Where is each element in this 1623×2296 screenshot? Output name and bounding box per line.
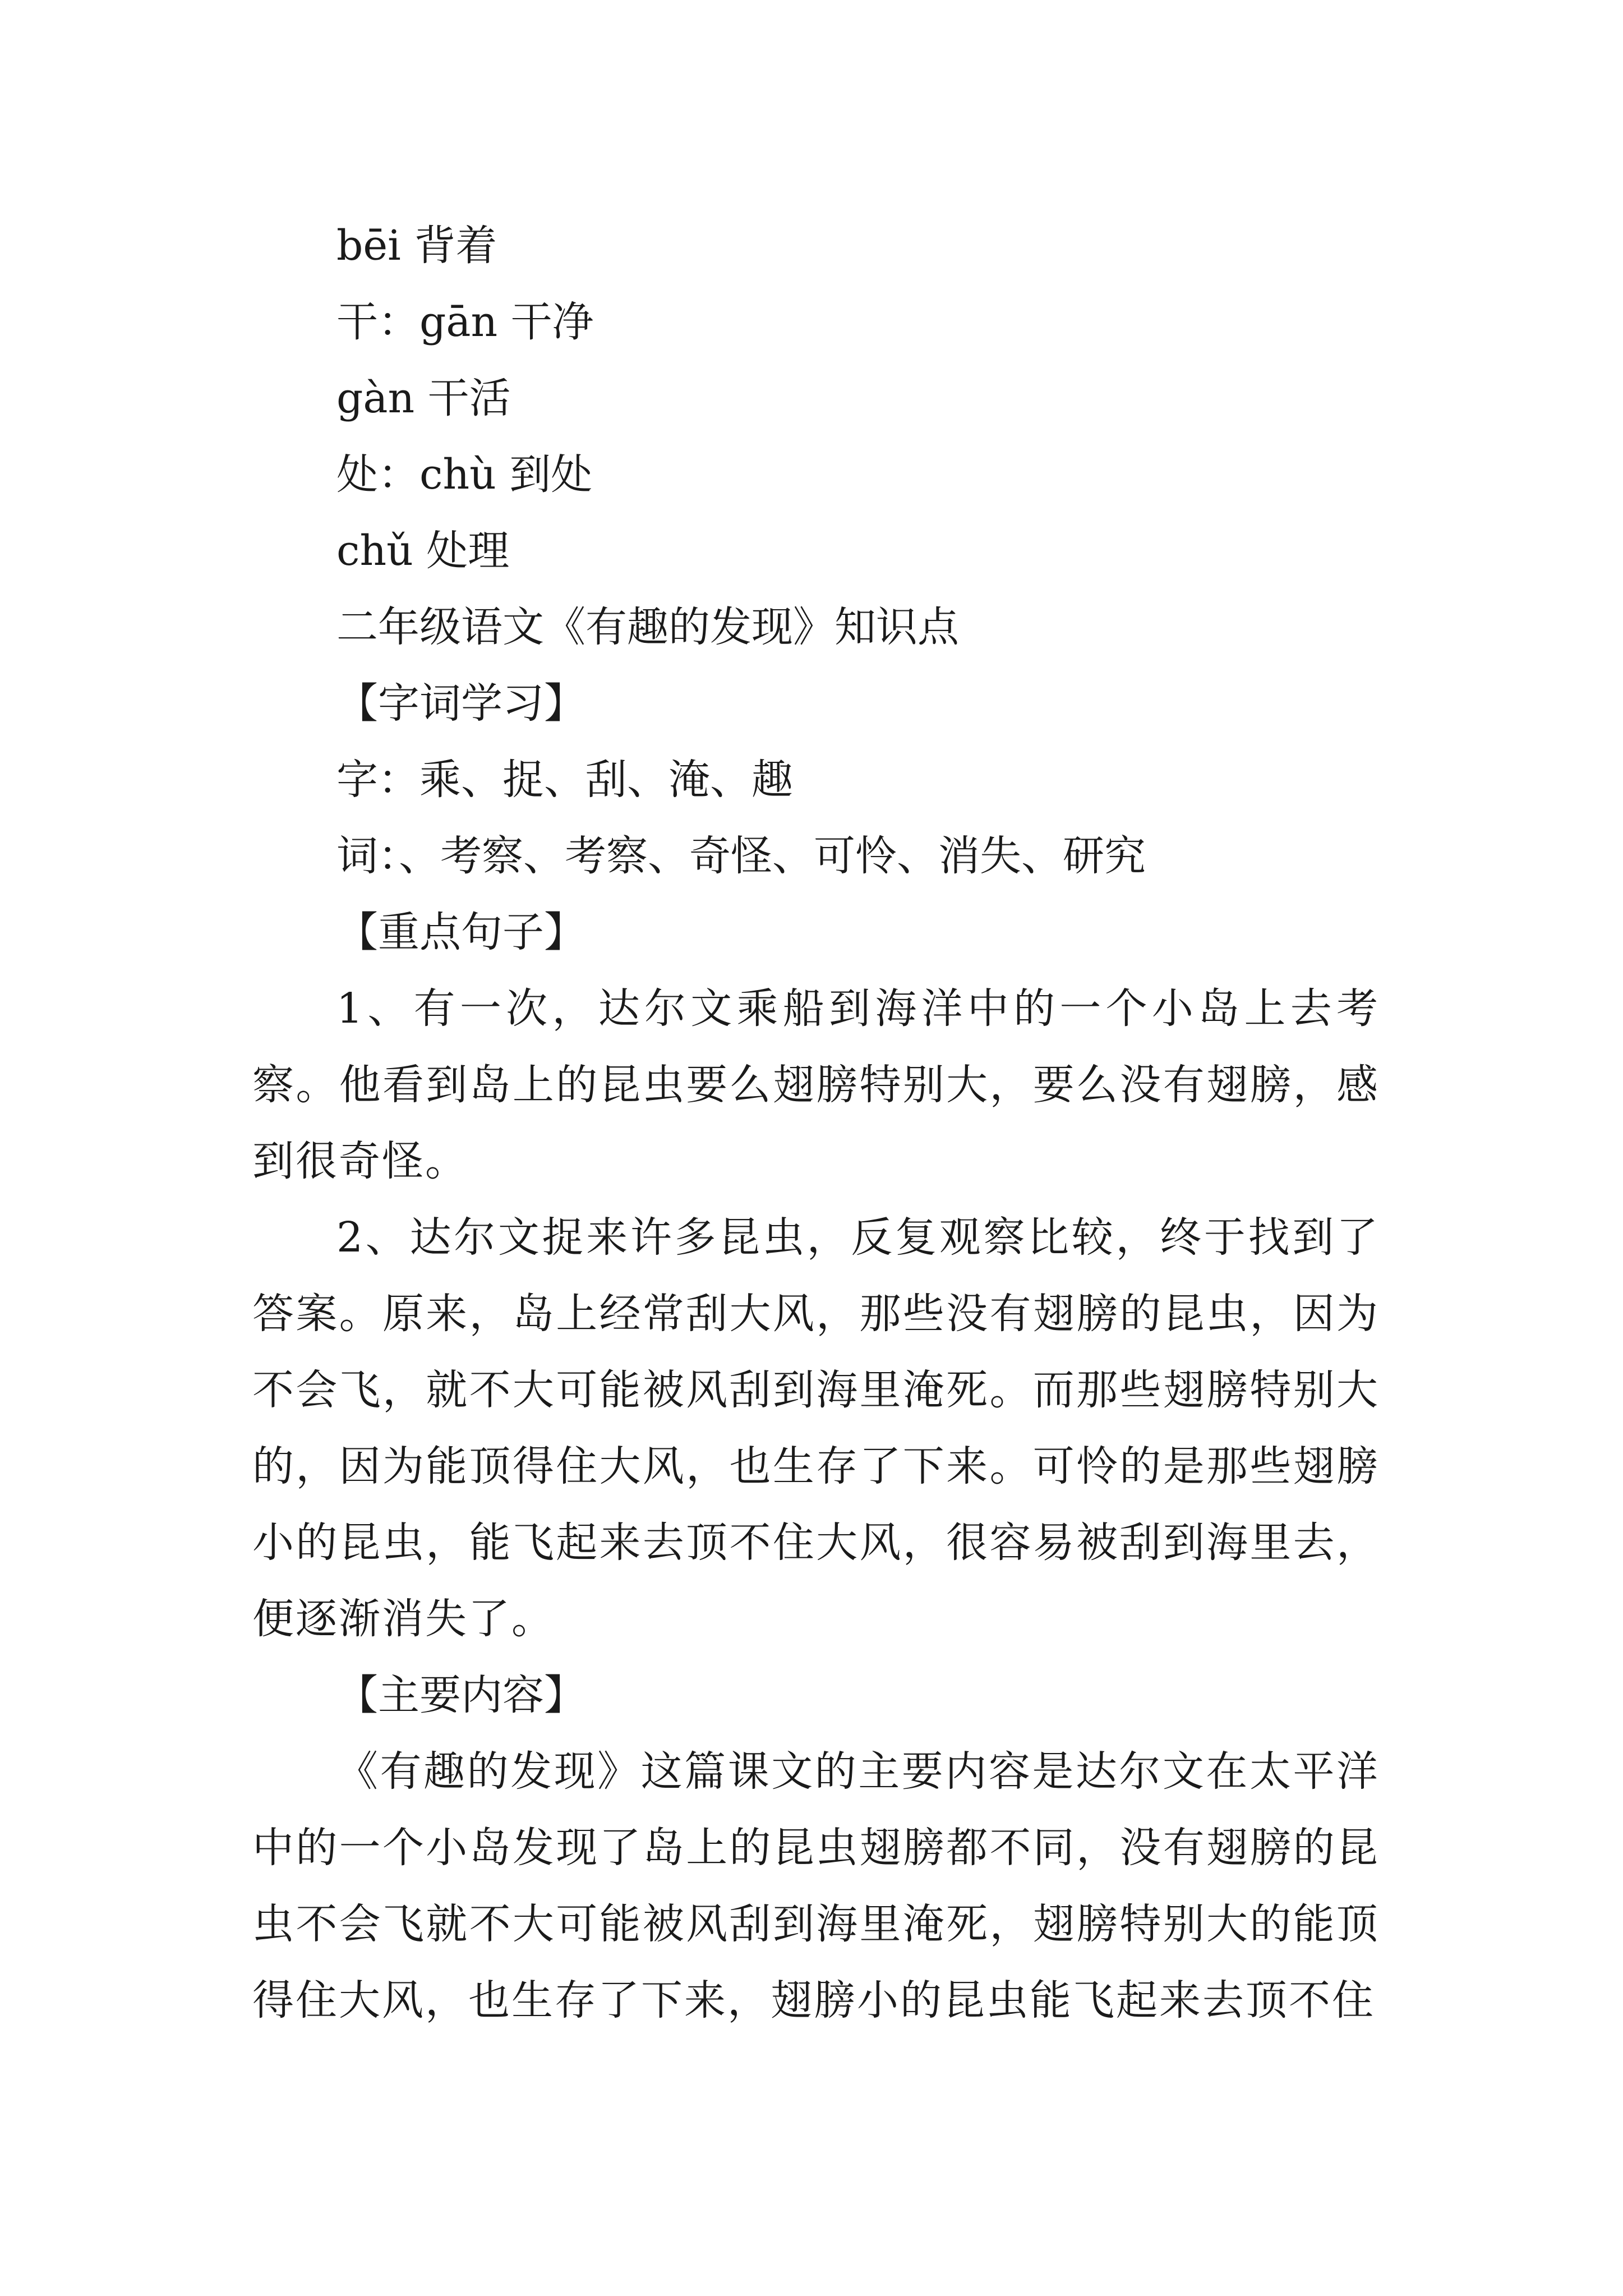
text-line-characters: 字：乘、捉、刮、淹、趣 (336, 756, 793, 804)
heading-vocabulary: 【字词学习】 (336, 679, 585, 728)
text-line-gan-1: 干：gān 干净 (336, 298, 594, 346)
heading-main-content: 【主要内容】 (336, 1671, 585, 1719)
key-sentence-2-text: 2、达尔文捉来许多昆虫，反复观察比较，终于找到了答案。原来，岛上经常刮大风，那些没有翅膀的昆虫，因为不会飞，就不大可能被风刮到海里淹死。而那些翅膀特别大的，因为能顶得住大风，也生存了下来。可怜的是那些翅膀小的昆虫，能飞起来去顶不住大风，很容易被刮到海里去，便逐渐消失了。 (252, 1213, 1380, 1643)
main-content-text: 《有趣的发现》这篇课文的主要内容是达尔文在太平洋中的一个小岛发现了岛上的昆虫翅膀都不同，没有翅膀的昆虫不会飞就不大可能被风刮到海里淹死，翅膀特别大的能顶得住大风，也生存了下来，翅膀小的昆虫能飞起来去顶不住 (252, 1747, 1380, 2024)
text-line-words: 词：、考察、考察、奇怪、可怜、消失、研究 (336, 832, 1146, 880)
key-sentence-1-text: 1、有一次，达尔文乘船到海洋中的一个小岛上去考察。他看到岛上的昆虫要么翅膀特别大，要么没有翅膀，感到很奇怪。 (252, 984, 1380, 1185)
text-line-chu-2: chǔ 处理 (336, 527, 510, 575)
text-line-gan-2: gàn 干活 (336, 374, 511, 422)
heading-key-sentences: 【重点句子】 (336, 908, 585, 956)
key-sentence-1 (252, 970, 1380, 1199)
section-title: 二年级语文《有趣的发现》知识点 (336, 603, 959, 651)
main-content-paragraph (252, 1733, 1380, 2039)
document-content (252, 208, 1380, 2039)
text-line-chu-1: 处：chù 到处 (336, 450, 593, 499)
text-line-bei: bēi 背着 (336, 222, 497, 270)
key-sentence-2 (252, 1199, 1380, 1657)
